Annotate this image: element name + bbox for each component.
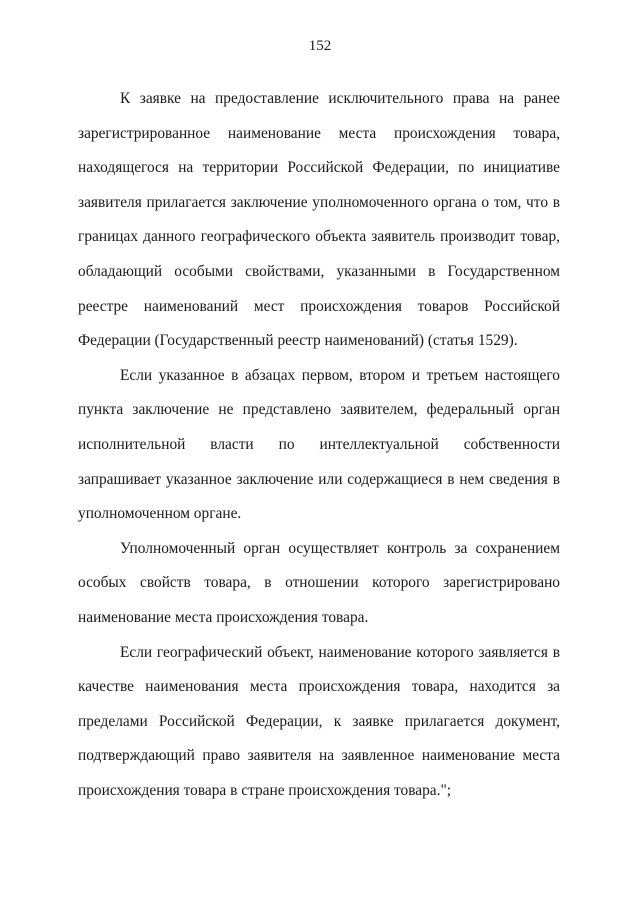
paragraph-3: Уполномоченный орган осуществляет контроль за сохранением особых свойств товара, в отношении которого зарегистрировано наименование места происхождения товара.: [78, 539, 560, 626]
paragraph-4: Если географический объект, наименование которого заявляется в качестве наименования места происхождения товара, находится за пределами Российской Федерации, к заявке прилагается документ, подтверждающий право заявителя на заявленное наименование места происхождения товара в стране происхождения товара.";: [78, 643, 560, 799]
paragraph-2: Если указанное в абзацах первом, втором и третьем настоящего пункта заключение не представлено заявителем, федеральный орган исполнительной власти по интеллектуальной собственности запрашивает указанное заключение или содержащиеся в нем сведения в уполномоченном органе.: [78, 366, 560, 523]
document-body: [78, 82, 560, 808]
page-number: 152: [308, 38, 332, 54]
paragraph-1: К заявке на предоставление исключительного права на ранее зарегистрированное наименование места происхождения товара, находящегося на территории Российской Федерации, по инициативе заявителя прилагается заключение уполномоченного органа о том, что в границах данного географического объекта заявитель производит товар, обладающий особыми свойствами, указанными в Государственном реестре наименований мест происхождения товаров Российской Федерации (Государственный реестр наименований) (статья 1529).: [78, 90, 560, 350]
